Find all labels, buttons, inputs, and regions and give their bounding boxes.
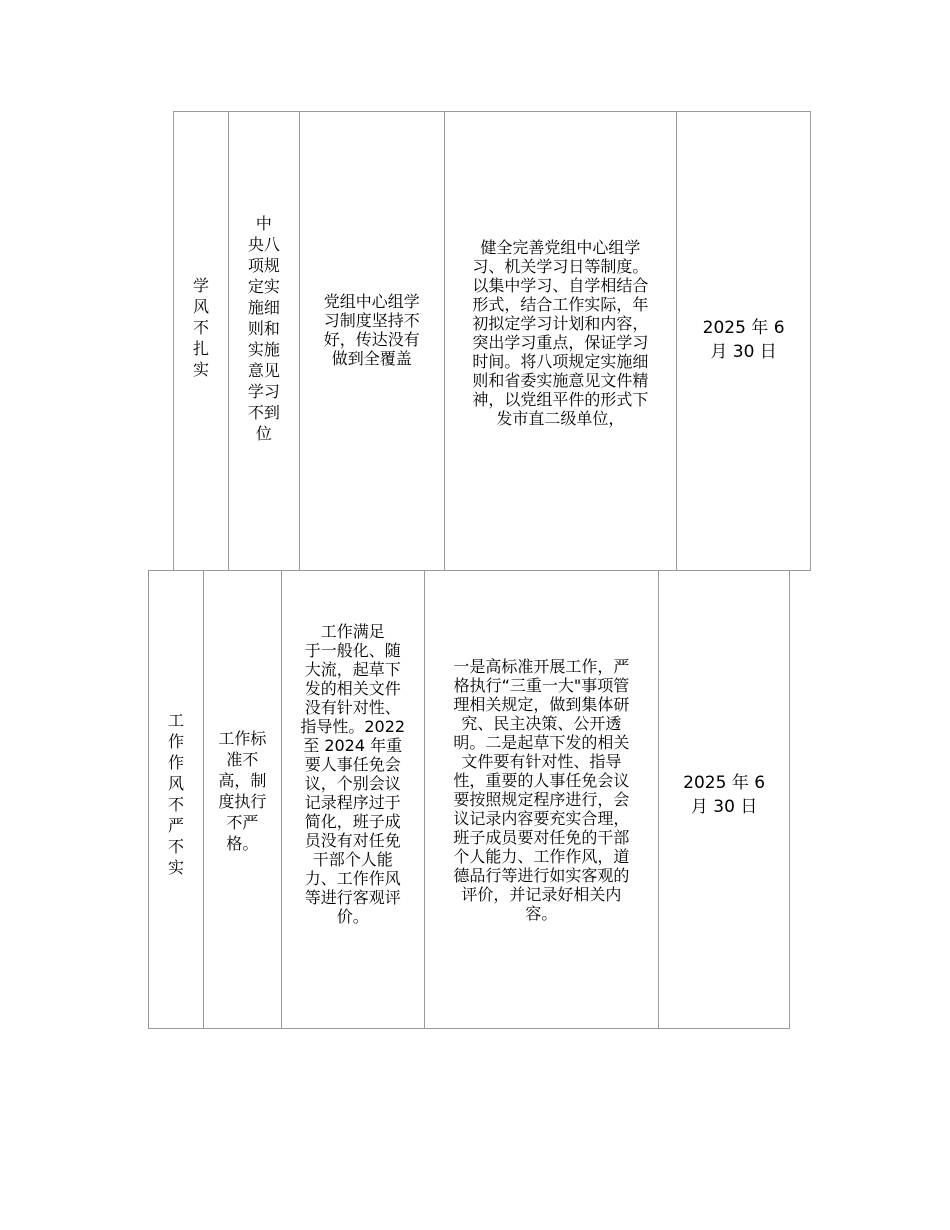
category-cell: [174, 112, 229, 570]
measure-cell: [445, 112, 678, 570]
deadline-text: 2025 年 6 月 30 日: [702, 318, 785, 362]
issue-cell: [204, 571, 282, 1028]
table-row: [173, 111, 811, 571]
category-text: 学 风 不 扎 实: [192, 276, 209, 379]
deadline-cell: [659, 571, 790, 1028]
measure-cell: [425, 571, 660, 1028]
measure-text: 健全完善党组中心组学 习、机关学习日等制度。 以集中学习、自学相结合 形式，结合工作实际，年 初拟定学习计划和内容， 突出学习重点，保证学习 时间。将八项规定实施细 则和省委实施意见文件精 神，以党组平件的形式下 发市直二级单位，: [472, 238, 649, 428]
problem-cell: [300, 112, 445, 570]
issue-cell: [229, 112, 300, 570]
table-row: [148, 570, 790, 1029]
deadline-cell: [677, 112, 811, 570]
category-cell: [149, 571, 204, 1028]
issue-text: 中 央八 项规 定实 施细 则和 实施 意见 学习 不到 位: [247, 214, 280, 443]
issue-text: 工作标 准不 高，制 度执行 不严 格。: [218, 729, 267, 853]
problem-cell: [282, 571, 425, 1028]
measure-text: 一是高标准开展工作，严 格执行“三重一大"事项管 理相关规定，做到集体研 究、民主决策、公开透 明。二是起草下发的相关 文件要有针对性、指导 性，重要的人事任免会议 要按照规定程序进行，会 议记录内容要充实合理， 班子成员要对任免的干部 个人能力、工作作风，道 德品行等进行如实客观的 评价，并记录好相关内 容。: [453, 657, 630, 923]
problem-text: 工作满足 于一般化、随 大流，起草下 发的相关文件 没有针对性、 指导性。2022 至 2024 年重 要人事任免会 议，个别会议 记录程序过于 简化，班子成 员没有对任免 干部个人能 力、工作作风 等进行客观评 价。: [300, 622, 406, 926]
deadline-text: 2025 年 6 月 30 日: [683, 773, 766, 817]
category-text: 工 作 作 风 不 严 不 实: [167, 711, 184, 877]
problem-text: 党组中心组学 习制度坚持不 好，传达没有 做到全覆盖: [323, 292, 420, 368]
